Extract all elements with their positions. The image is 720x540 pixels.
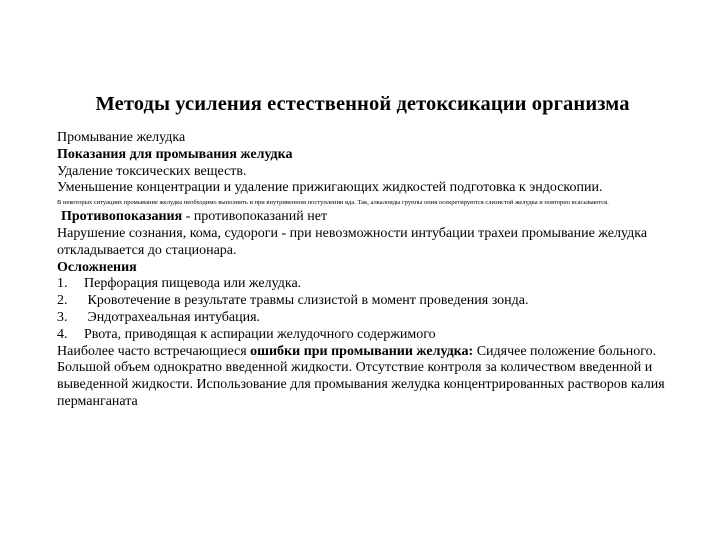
contraindications-label: Противопоказания (61, 209, 183, 225)
list-item (57, 293, 687, 310)
list-item-text: Эндотрахеальная интубация. (84, 309, 261, 325)
list-item-text: Перфорация пищевода или желудка. (84, 276, 302, 292)
line-toxic-removal: Удаление токсических веществ. (57, 163, 247, 179)
contraindications-text: - противопоказаний нет (182, 209, 328, 225)
indications-heading: Показания для промывания желудка (57, 146, 293, 162)
list-item-number: 2. (57, 293, 68, 309)
complications-heading: Осложнения (57, 259, 137, 275)
line-gastric-lavage: Промывание желудка (57, 130, 186, 145)
list-item-text: Рвота, приводящая к аспирации желудочного содержимого (84, 326, 436, 342)
list-item (57, 327, 687, 344)
slide-title: Методы усиления естественной детоксикации организма (95, 93, 630, 115)
errors-text: Сидячее положение больного. Большой объем однократно введенной жидкости. Отсутствие контроля за количеством введенной и выведенной жидкости. Использование для промывания желудка концентрированных растворов калия перманганата (57, 343, 665, 409)
list-item (57, 276, 687, 293)
errors-intro: Наиболее часто встречающиеся (57, 343, 251, 359)
contraindications-line (57, 209, 687, 226)
list-item-number: 4. (57, 326, 68, 342)
list-item-text: Кровотечение в результате травмы слизистой в момент проведения зонда. (84, 293, 529, 309)
slide-body (57, 130, 687, 411)
errors-label: ошибки при промывании желудка: (250, 343, 474, 359)
errors-paragraph (57, 344, 687, 411)
list-item-number: 1. (57, 276, 68, 292)
list-item (57, 310, 687, 327)
line-caustic-removal: Уменьшение концентрации и удаление прижигающих жидкостей подготовка к эндоскопии. (57, 180, 603, 196)
line-consciousness: Нарушение сознания, кома, судороги - при невозможности интубации трахеи промывание желудка откладывается до стационара. (57, 225, 648, 258)
list-item-number: 3. (57, 309, 68, 325)
small-note: В некоторых ситуациях промывание желудка необходимо выполнять и при внутривенном поступлении яда. Так, алкалоиды группы опия осекретируются слизистой желудка и повторно всасываются. (57, 199, 609, 207)
